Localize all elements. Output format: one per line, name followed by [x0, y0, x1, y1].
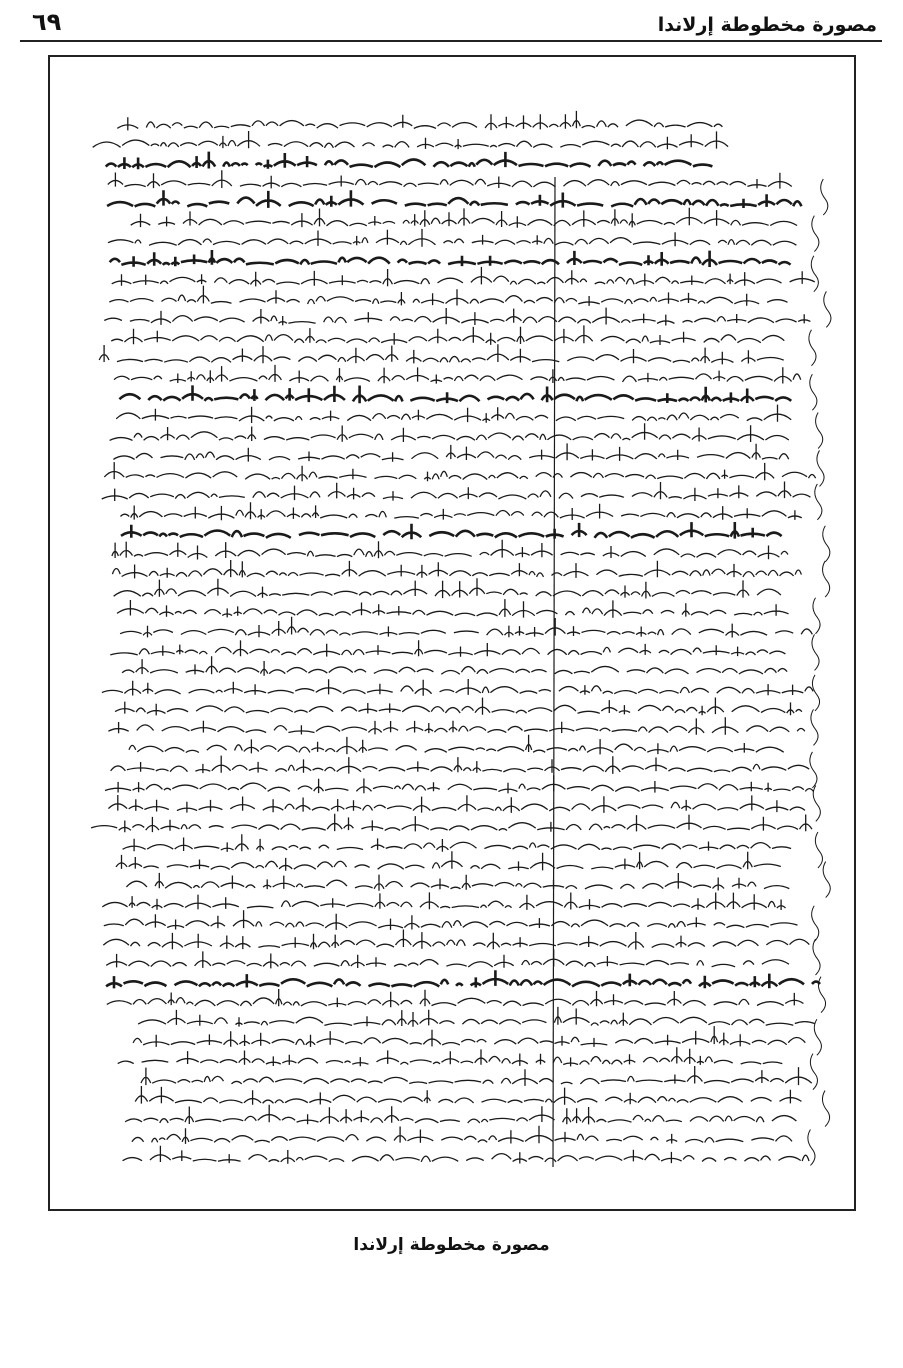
manuscript-line — [108, 717, 804, 735]
margin-note — [810, 374, 817, 410]
margin-note — [813, 598, 820, 634]
header-rule — [20, 40, 882, 42]
manuscript-line — [102, 482, 811, 502]
margin-note — [811, 709, 818, 745]
margin-note — [812, 634, 819, 670]
margin-note — [823, 862, 830, 898]
manuscript-line — [104, 462, 815, 481]
manuscript-line — [115, 698, 802, 716]
manuscript-line — [106, 970, 820, 988]
manuscript-line — [108, 229, 796, 247]
manuscript-line — [138, 1007, 815, 1027]
manuscript-line — [99, 344, 784, 364]
manuscript-line — [135, 1086, 801, 1105]
manuscript-line — [93, 131, 728, 149]
manuscript-line — [119, 385, 791, 403]
manuscript-line — [106, 949, 789, 968]
manuscript-line — [126, 873, 789, 891]
manuscript-line — [123, 834, 792, 852]
manuscript-line — [114, 578, 781, 598]
manuscript-line — [110, 423, 789, 442]
margin-note — [815, 484, 822, 520]
manuscript-line — [107, 989, 804, 1007]
manuscript-line — [125, 1105, 796, 1125]
manuscript-line — [120, 617, 812, 638]
manuscript-line — [112, 540, 788, 560]
margin-note — [809, 330, 816, 366]
margin-note — [816, 412, 823, 448]
manuscript-line — [122, 656, 787, 676]
manuscript-line — [116, 851, 781, 871]
margin-note — [810, 1054, 817, 1090]
manuscript-line — [109, 286, 787, 306]
manuscript-line — [110, 250, 791, 267]
margin-note — [813, 939, 820, 975]
manuscript-line — [106, 152, 713, 170]
manuscript-frame — [48, 55, 856, 1211]
manuscript-line — [91, 814, 812, 833]
page-number: ٦٩ — [32, 8, 62, 36]
margin-note — [810, 752, 817, 788]
manuscript-line — [102, 679, 813, 696]
manuscript-image — [50, 57, 854, 1209]
margin-note — [821, 179, 828, 215]
margin-note — [815, 832, 822, 868]
manuscript-line — [113, 443, 788, 461]
manuscript-line — [123, 1146, 809, 1164]
margin-note — [811, 256, 818, 292]
manuscript-line — [141, 1066, 812, 1086]
margin-note — [824, 291, 831, 327]
manuscript-line — [108, 795, 805, 813]
margin-note — [817, 450, 824, 486]
manuscript-line — [121, 502, 802, 520]
manuscript-line — [129, 735, 784, 755]
manuscript-line — [117, 599, 789, 618]
margin-note — [812, 906, 819, 942]
manuscript-line — [104, 308, 810, 326]
manuscript-line — [107, 190, 801, 208]
manuscript-line — [114, 365, 801, 384]
manuscript-line — [112, 267, 815, 287]
manuscript-line — [132, 1126, 792, 1144]
manuscript-line — [131, 208, 797, 228]
margin-note — [812, 216, 819, 252]
manuscript-line — [103, 930, 809, 950]
margin-note — [823, 561, 830, 597]
manuscript-line — [117, 111, 722, 130]
margin-note — [813, 785, 820, 821]
manuscript-line — [108, 170, 792, 188]
manuscript-line — [104, 910, 798, 930]
manuscript-line — [110, 640, 785, 656]
running-title: مصورة مخطوطة إرلاندا — [657, 14, 877, 36]
manuscript-line — [111, 756, 810, 774]
figure-caption: مصورة مخطوطة إرلاندا — [353, 1235, 550, 1255]
margin-note — [812, 675, 819, 711]
manuscript-line — [112, 560, 801, 578]
manuscript-line — [118, 1047, 783, 1066]
manuscript-line — [121, 522, 782, 539]
margin-note — [822, 1091, 829, 1127]
margin-note — [814, 1019, 821, 1055]
manuscript-line — [105, 775, 813, 793]
manuscript-line — [116, 405, 791, 423]
manuscript-line — [133, 1026, 805, 1047]
margin-note — [823, 526, 830, 562]
manuscript-line — [111, 325, 784, 345]
manuscript-line — [102, 892, 785, 910]
fold-line — [553, 177, 555, 1167]
